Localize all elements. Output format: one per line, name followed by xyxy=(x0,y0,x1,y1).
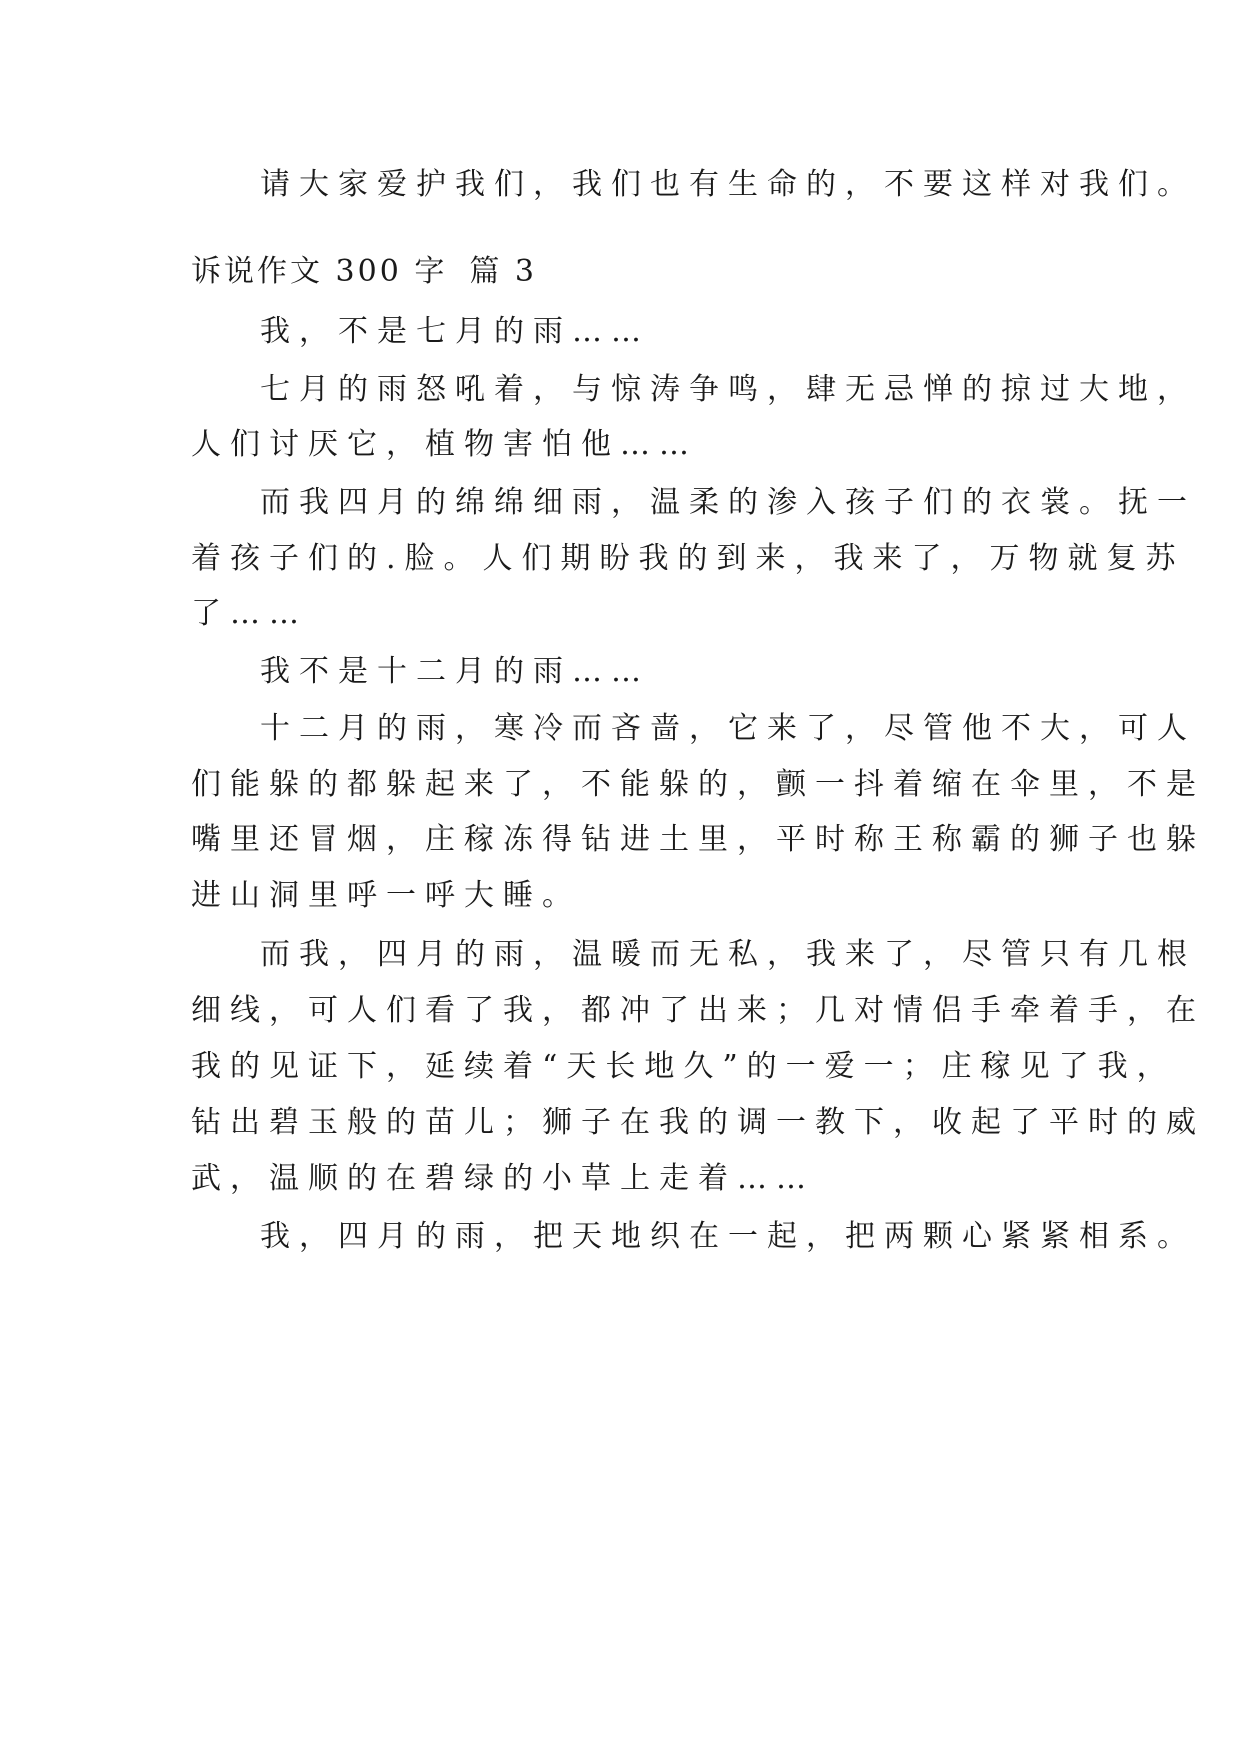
paragraph-line: 七月的雨怒吼着，与惊涛争鸣，肆无忌惮的掠过大地， xyxy=(260,372,1196,407)
paragraph-line: 而我四月的绵绵细雨，温柔的渗入孩子们的衣裳。抚一 xyxy=(260,485,1196,520)
section-heading xyxy=(0,250,1241,294)
paragraph-line: 而我，四月的雨，温暖而无私，我来了，尽管只有几根 xyxy=(260,937,1196,972)
paragraph-line: 人们讨厌它，植物害怕他…… xyxy=(191,427,698,462)
heading-title: 诉说作文 300 字 xyxy=(191,254,448,289)
paragraph-line: 我的见证下，延续着“天长地久”的一爱一；庄稼见了我， xyxy=(191,1049,1176,1084)
paragraph-line: 细线，可人们看了我，都冲了出来；几对情侣手牵着手，在 xyxy=(191,993,1205,1028)
paragraph-line: 我，四月的雨，把天地织在一起，把两颗心紧紧相系。 xyxy=(260,1219,1196,1254)
paragraph-line: 钻出碧玉般的苗儿；狮子在我的调一教下，收起了平时的威 xyxy=(191,1105,1205,1140)
paragraph-line: 着孩子们的.脸。人们期盼我的到来，我来了，万物就复苏 xyxy=(191,541,1185,576)
paragraph-line: 武，温顺的在碧绿的小草上走着…… xyxy=(191,1161,815,1196)
paragraph-line: 我不是十二月的雨…… xyxy=(260,654,650,689)
paragraph-line: 嘴里还冒烟，庄稼冻得钻进土里，平时称王称霸的狮子也躲 xyxy=(191,822,1205,857)
paragraph-line: 了…… xyxy=(191,596,308,631)
paragraph-line: 进山洞里呼一呼大睡。 xyxy=(191,878,581,913)
heading-part: 篇 3 xyxy=(469,254,537,289)
paragraph-line: 十二月的雨，寒冷而吝啬，它来了，尽管他不大，可人 xyxy=(260,711,1196,746)
paragraph-line: 请大家爱护我们，我们也有生命的，不要这样对我们。 xyxy=(260,167,1196,202)
paragraph-line: 们能躲的都躲起来了，不能躲的，颤一抖着缩在伞里，不是 xyxy=(191,767,1205,802)
paragraph-line: 我，不是七月的雨…… xyxy=(260,314,650,349)
